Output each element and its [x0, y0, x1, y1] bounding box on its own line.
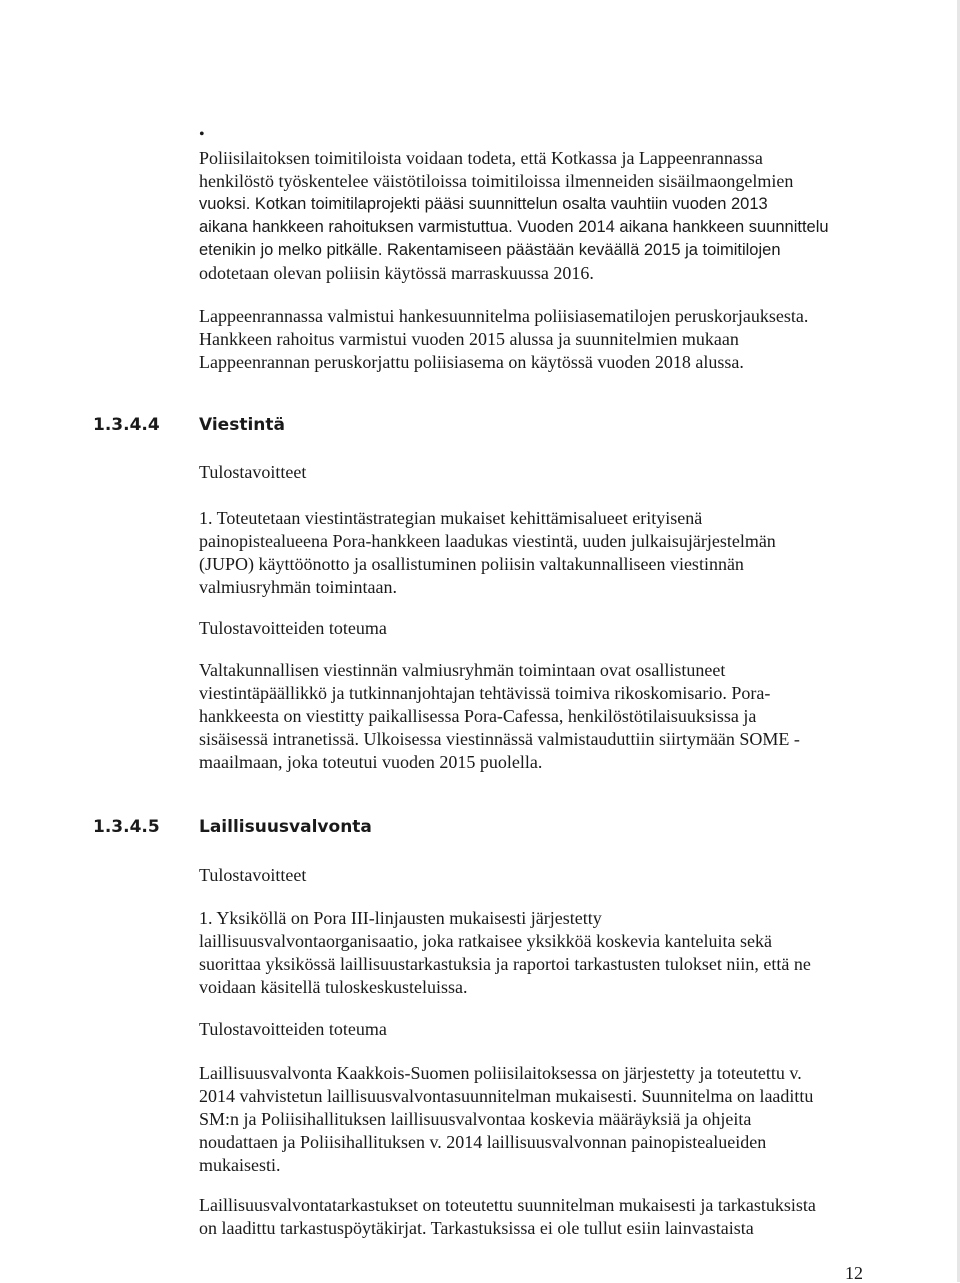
intro-paragraph	[199, 147, 899, 285]
viestinta-outcome-paragraph	[199, 659, 899, 774]
section-number: 1.3.4.4	[93, 415, 160, 435]
lappeenranta-line: Lappeenrannan peruskorjattu poliisiasema on käytössä vuoden 2018 alussa.	[199, 352, 744, 372]
outcome-line: mukaisesti.	[199, 1155, 281, 1175]
outcome-label: Tulostavoitteiden toteuma	[199, 1019, 387, 1039]
intro-line: etenikin jo melko pitkälle. Rakentamiseen päästään keväällä 2015 ja toimitilojen	[199, 241, 781, 259]
inspection-line: on laadittu tarkastuspöytäkirjat. Tarkastuksissa ei ole tullut esiin lainvastaista	[199, 1218, 754, 1238]
section-title: Laillisuusvalvonta	[199, 817, 372, 837]
outcome-line: Valtakunnallisen viestinnän valmiusryhmän toimintaan ovat osallistuneet	[199, 660, 726, 680]
goals-line: (JUPO) käyttöönotto ja osallistuminen poliisin valtakunnalliseen viestinnän	[199, 554, 744, 574]
section-heading-viestinta	[93, 413, 285, 437]
goals-label: Tulostavoitteet	[199, 462, 307, 482]
goals-line: laillisuusvalvontaorganisaatio, joka ratkaisee yksikköä koskevia kanteluita sekä	[199, 931, 773, 951]
section-title: Viestintä	[199, 415, 285, 435]
outcome-line: SM:n ja Poliisihallituksen laillisuusvalvontaa koskevia määräyksiä ja ohjeita	[199, 1109, 752, 1129]
outcome-line: 2014 vahvistetun laillisuusvalvontasuunnitelman mukaisesti. Suunnitelma on laadittu	[199, 1086, 814, 1106]
viestinta-goals-paragraph	[199, 507, 899, 599]
section-heading-laillisuusvalvonta	[93, 815, 372, 839]
outcome-line: Laillisuusvalvonta Kaakkois-Suomen poliisilaitoksessa on järjestetty ja toteutettu v.	[199, 1063, 802, 1083]
lappeenranta-line: Lappeenrannassa valmistui hankesuunnitelma poliisiasematilojen peruskorjauksesta.	[199, 306, 809, 326]
intro-line: henkilöstö työskentelee väistötiloissa toimitiloissa ilmenneiden sisäilmaongelmien	[199, 171, 794, 191]
laillisuus-goals-paragraph	[199, 907, 899, 999]
goals-label: Tulostavoitteet	[199, 865, 307, 885]
goals-line: 1. Toteutetaan viestintästrategian mukaiset kehittämisalueet erityisenä	[199, 508, 703, 528]
outcome-line: noudattaen ja Poliisihallituksen v. 2014 laillisuusvalvonnan painopistealueiden	[199, 1132, 767, 1152]
outcome-line: hankkeesta on viestitty paikallisessa Pora-Cafessa, henkilöstötilaisuuksissa ja	[199, 706, 757, 726]
laillisuus-inspection-paragraph	[199, 1194, 899, 1240]
outcome-line: sisäisessä intranetissä. Ulkoisessa viestinnässä valmistauduttiin siirtymään SOME -	[199, 729, 800, 749]
intro-line: odotetaan olevan poliisin käytössä marraskuussa 2016.	[199, 263, 594, 283]
lappeenranta-paragraph	[199, 305, 899, 374]
section-number: 1.3.4.5	[93, 817, 160, 837]
outcome-label: Tulostavoitteiden toteuma	[199, 618, 387, 638]
goals-line: 1. Yksiköllä on Pora III-linjausten mukaisesti järjestetty	[199, 908, 602, 928]
outcome-line: viestintäpäällikkö ja tutkinnanjohtajan tehtävissä toimiva rikoskomisario. Pora-	[199, 683, 771, 703]
page-number: 12	[845, 1263, 863, 1283]
goals-line: suorittaa yksikössä laillisuustarkastuksia ja raportoi tarkastusten tulokset niin, että ne	[199, 954, 811, 974]
intro-line: vuoksi. Kotkan toimitilaprojekti pääsi suunnittelun osalta vauhtiin vuoden 2013	[199, 195, 768, 213]
laillisuus-outcome-paragraph	[199, 1062, 899, 1177]
inspection-line: Laillisuusvalvontatarkastukset on toteutettu suunnitelman mukaisesti ja tarkastuksista	[199, 1195, 816, 1215]
goals-line: valmiusryhmän toimintaan.	[199, 577, 397, 597]
goals-line: painopistealueena Pora-hankkeen laadukas viestintä, uuden julkaisujärjestelmän	[199, 531, 776, 551]
intro-line: Poliisilaitoksen toimitiloista voidaan todeta, että Kotkassa ja Lappeenrannassa	[199, 148, 763, 168]
outcome-line: maailmaan, joka toteutui vuoden 2015 puolella.	[199, 752, 543, 772]
bullet-mark: •	[199, 126, 205, 143]
lappeenranta-line: Hankkeen rahoitus varmistui vuoden 2015 alussa ja suunnitelmien mukaan	[199, 329, 739, 349]
goals-line: voidaan käsitellä tuloskeskusteluissa.	[199, 977, 468, 997]
intro-line: aikana hankkeen rahoituksen varmistuttua. Vuoden 2014 aikana hankkeen suunnittelu	[199, 218, 829, 236]
